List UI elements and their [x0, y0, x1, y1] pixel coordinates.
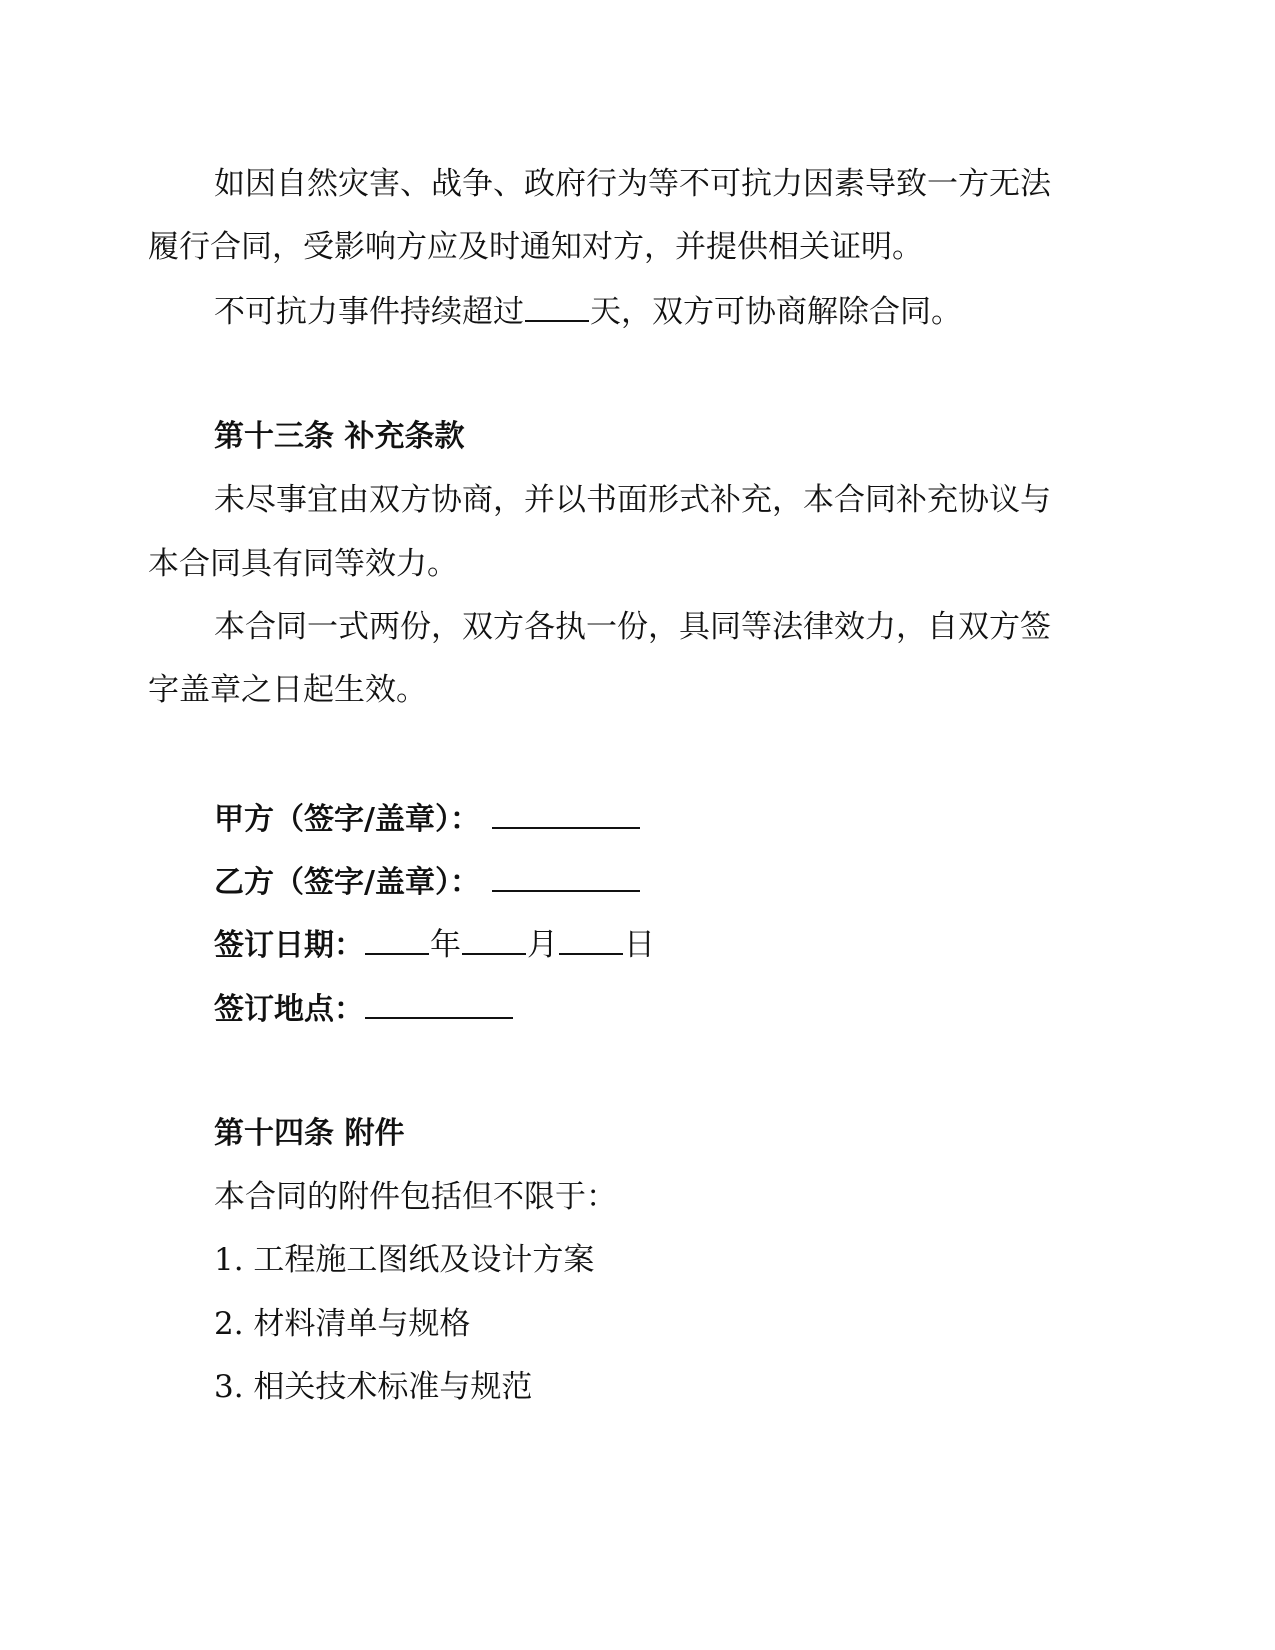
party-a-label: 甲方（签字/盖章）：	[214, 802, 480, 837]
day-label: 日	[624, 927, 655, 963]
attachment-item-2: 2. 材料清单与规格	[214, 1306, 471, 1342]
force-majeure-duration-clause	[214, 290, 962, 332]
force-majeure-paragraph-line-2: 履行合同，受影响方应及时通知对方，并提供相关证明。	[148, 229, 923, 265]
party-b-signature-blank	[492, 860, 640, 892]
month-label: 月	[527, 927, 558, 963]
month-blank	[462, 923, 526, 955]
duration-text-after: 天，双方可协商解除合同。	[590, 294, 962, 330]
article-13-paragraph-1-line-1: 未尽事宜由双方协商，并以书面形式补充，本合同补充协议与	[214, 482, 1051, 518]
article-13-paragraph-2-line-2: 字盖章之日起生效。	[148, 672, 427, 708]
days-blank	[525, 290, 589, 322]
attachment-item-1: 1. 工程施工图纸及设计方案	[214, 1242, 595, 1278]
day-blank	[559, 923, 623, 955]
party-b-signature-line	[214, 860, 641, 903]
signing-date-line	[214, 923, 655, 966]
article-14-heading: 第十四条 附件	[214, 1116, 405, 1151]
signing-place-line	[214, 987, 514, 1030]
party-b-label: 乙方（签字/盖章）：	[214, 865, 480, 900]
article-13-paragraph-2-line-1: 本合同一式两份，双方各执一份，具同等法律效力，自双方签	[214, 609, 1051, 645]
article-13-paragraph-1-line-2: 本合同具有同等效力。	[148, 546, 458, 582]
duration-text-before: 不可抗力事件持续超过	[214, 294, 524, 330]
signing-place-blank	[365, 987, 513, 1019]
year-label: 年	[430, 927, 461, 963]
year-blank	[365, 923, 429, 955]
party-a-signature-line	[214, 797, 641, 840]
article-13-heading: 第十三条 补充条款	[214, 419, 465, 454]
signing-date-label: 签订日期：	[214, 928, 364, 963]
article-14-intro: 本合同的附件包括但不限于：	[214, 1179, 617, 1215]
signing-place-label: 签订地点：	[214, 992, 364, 1027]
party-a-signature-blank	[492, 797, 640, 829]
attachment-item-3: 3. 相关技术标准与规范	[214, 1369, 533, 1405]
force-majeure-paragraph-line-1: 如因自然灾害、战争、政府行为等不可抗力因素导致一方无法	[214, 166, 1051, 202]
